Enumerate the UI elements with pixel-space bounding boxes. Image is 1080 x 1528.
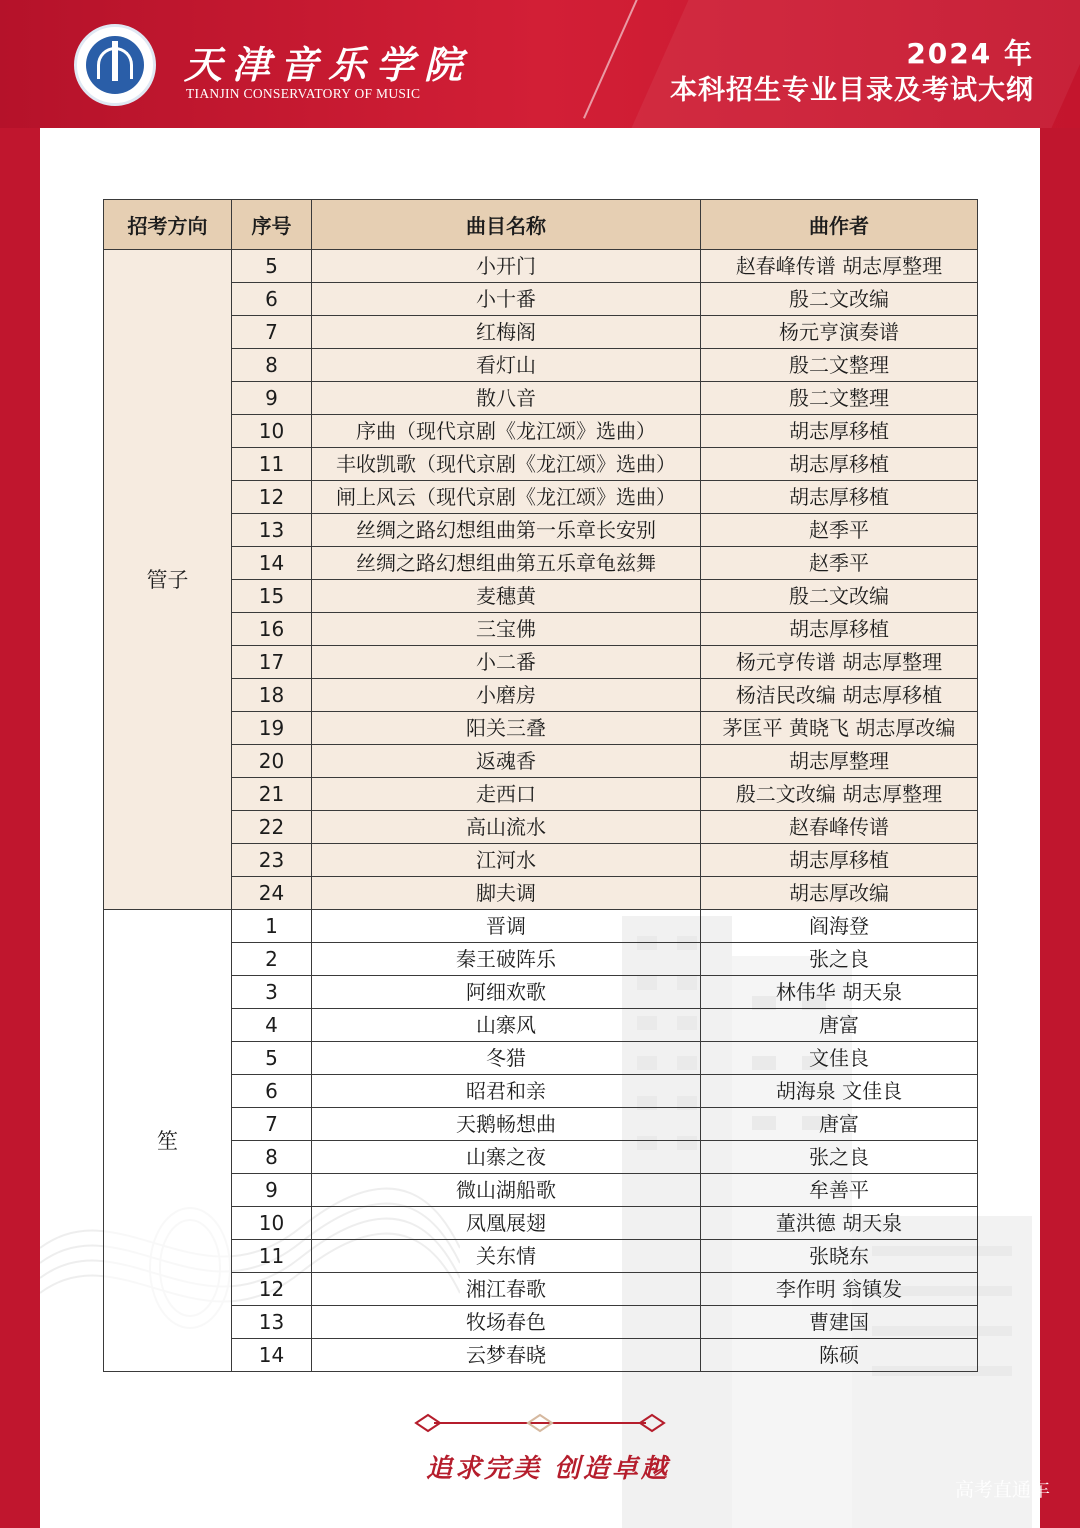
piece-cell: 江河水 — [312, 844, 701, 877]
composer-cell: 赵季平 — [701, 547, 978, 580]
table-row — [104, 712, 978, 745]
number-cell: 13 — [232, 514, 312, 547]
year-label: 2024 年 — [906, 37, 1034, 70]
number-cell: 12 — [232, 1273, 312, 1306]
table-row — [104, 547, 978, 580]
piece-cell: 返魂香 — [312, 745, 701, 778]
slogan: 追求完美 创造卓越 — [426, 1454, 671, 1484]
number-cell: 15 — [232, 580, 312, 613]
header-banner — [0, 0, 1080, 128]
number-cell: 7 — [232, 316, 312, 349]
composer-cell: 殷二文整理 — [701, 349, 978, 382]
composer-cell: 胡志厚整理 — [701, 745, 978, 778]
table-row — [104, 646, 978, 679]
header-piece: 曲目名称 — [312, 200, 701, 250]
composer-cell: 唐富 — [701, 1009, 978, 1042]
piece-cell: 小磨房 — [312, 679, 701, 712]
number-cell: 22 — [232, 811, 312, 844]
number-cell: 5 — [232, 250, 312, 283]
table-row — [104, 382, 978, 415]
piece-cell: 山寨风 — [312, 1009, 701, 1042]
table-row — [104, 778, 978, 811]
number-cell: 4 — [232, 1009, 312, 1042]
composer-cell: 赵季平 — [701, 514, 978, 547]
table-row — [104, 448, 978, 481]
table-row — [104, 1108, 978, 1141]
source-watermark: 高考直通车 — [954, 1479, 1050, 1501]
number-cell: 13 — [232, 1306, 312, 1339]
number-cell: 6 — [232, 1075, 312, 1108]
piece-cell: 丝绸之路幻想组曲第五乐章龟兹舞 — [312, 547, 701, 580]
header-direction: 招考方向 — [104, 200, 232, 250]
piece-cell: 脚夫调 — [312, 877, 701, 910]
piece-cell: 湘江春歌 — [312, 1273, 701, 1306]
composer-cell: 曹建国 — [701, 1306, 978, 1339]
table-row — [104, 580, 978, 613]
piece-cell: 昭君和亲 — [312, 1075, 701, 1108]
number-cell: 14 — [232, 547, 312, 580]
composer-cell: 殷二文整理 — [701, 382, 978, 415]
number-cell: 18 — [232, 679, 312, 712]
composer-cell: 杨元亨传谱 胡志厚整理 — [701, 646, 978, 679]
table-row — [104, 1141, 978, 1174]
piece-cell: 小开门 — [312, 250, 701, 283]
piece-cell: 麦穗黄 — [312, 580, 701, 613]
number-cell: 9 — [232, 1174, 312, 1207]
ornament-divider-icon — [414, 1411, 666, 1435]
table-row — [104, 1207, 978, 1240]
direction-cell: 笙 — [104, 910, 232, 1372]
table-row — [104, 1306, 978, 1339]
piece-cell: 散八音 — [312, 382, 701, 415]
banner-divider — [583, 0, 642, 119]
number-cell: 24 — [232, 877, 312, 910]
piece-cell: 红梅阁 — [312, 316, 701, 349]
table-row — [104, 613, 978, 646]
table-row — [104, 1009, 978, 1042]
piece-cell: 序曲（现代京剧《龙江颂》选曲） — [312, 415, 701, 448]
table-row — [104, 976, 978, 1009]
document-title: 本科招生专业目录及考试大纲 — [670, 75, 1034, 106]
composer-cell: 李作明 翁镇发 — [701, 1273, 978, 1306]
number-cell: 3 — [232, 976, 312, 1009]
number-cell: 20 — [232, 745, 312, 778]
table-row — [104, 481, 978, 514]
number-cell: 8 — [232, 349, 312, 382]
piece-cell: 阿细欢歌 — [312, 976, 701, 1009]
piece-cell: 山寨之夜 — [312, 1141, 701, 1174]
composer-cell: 胡志厚移植 — [701, 613, 978, 646]
composer-cell: 阎海登 — [701, 910, 978, 943]
school-logo-icon — [74, 24, 156, 106]
number-cell: 8 — [232, 1141, 312, 1174]
repertoire-table — [103, 199, 978, 1372]
composer-cell: 茅匡平 黄晓飞 胡志厚改编 — [701, 712, 978, 745]
composer-cell: 殷二文改编 — [701, 580, 978, 613]
composer-cell: 张之良 — [701, 1141, 978, 1174]
table-row — [104, 1042, 978, 1075]
number-cell: 11 — [232, 1240, 312, 1273]
number-cell: 17 — [232, 646, 312, 679]
piece-cell: 冬猎 — [312, 1042, 701, 1075]
composer-cell: 杨元亨演奏谱 — [701, 316, 978, 349]
header-number: 序号 — [232, 200, 312, 250]
number-cell: 10 — [232, 1207, 312, 1240]
table-row — [104, 1339, 978, 1372]
composer-cell: 胡志厚改编 — [701, 877, 978, 910]
composer-cell: 杨洁民改编 胡志厚移植 — [701, 679, 978, 712]
piece-cell: 云梦春晓 — [312, 1339, 701, 1372]
school-name-cn: 天津音乐学院 — [184, 42, 473, 87]
composer-cell: 胡志厚移植 — [701, 481, 978, 514]
composer-cell: 胡志厚移植 — [701, 415, 978, 448]
piece-cell: 微山湖船歌 — [312, 1174, 701, 1207]
piece-cell: 看灯山 — [312, 349, 701, 382]
table-row — [104, 877, 978, 910]
table-row — [104, 1075, 978, 1108]
number-cell: 21 — [232, 778, 312, 811]
number-cell: 12 — [232, 481, 312, 514]
piece-cell: 三宝佛 — [312, 613, 701, 646]
table-row — [104, 514, 978, 547]
direction-cell: 管子 — [104, 250, 232, 910]
number-cell: 23 — [232, 844, 312, 877]
number-cell: 5 — [232, 1042, 312, 1075]
table-row — [104, 1273, 978, 1306]
composer-cell: 殷二文改编 胡志厚整理 — [701, 778, 978, 811]
number-cell: 14 — [232, 1339, 312, 1372]
composer-cell: 张晓东 — [701, 1240, 978, 1273]
piece-cell: 丰收凯歌（现代京剧《龙江颂》选曲） — [312, 448, 701, 481]
table-row — [104, 349, 978, 382]
header-composer: 曲作者 — [701, 200, 978, 250]
school-name-en: TIANJIN CONSERVATORY OF MUSIC — [186, 86, 421, 101]
composer-cell: 张之良 — [701, 943, 978, 976]
table-row — [104, 745, 978, 778]
piece-cell: 凤凰展翅 — [312, 1207, 701, 1240]
number-cell: 6 — [232, 283, 312, 316]
number-cell: 7 — [232, 1108, 312, 1141]
number-cell: 10 — [232, 415, 312, 448]
table-row — [104, 811, 978, 844]
piece-cell: 天鹅畅想曲 — [312, 1108, 701, 1141]
piece-cell: 牧场春色 — [312, 1306, 701, 1339]
table-header-row — [104, 200, 978, 250]
composer-cell: 唐富 — [701, 1108, 978, 1141]
composer-cell: 赵春峰传谱 胡志厚整理 — [701, 250, 978, 283]
piece-cell: 小十番 — [312, 283, 701, 316]
composer-cell: 胡海泉 文佳良 — [701, 1075, 978, 1108]
composer-cell: 胡志厚移植 — [701, 844, 978, 877]
table-row — [104, 943, 978, 976]
piece-cell: 丝绸之路幻想组曲第一乐章长安别 — [312, 514, 701, 547]
number-cell: 9 — [232, 382, 312, 415]
composer-cell: 文佳良 — [701, 1042, 978, 1075]
table-row — [104, 283, 978, 316]
table-row — [104, 1174, 978, 1207]
composer-cell: 殷二文改编 — [701, 283, 978, 316]
composer-cell: 赵春峰传谱 — [701, 811, 978, 844]
number-cell: 11 — [232, 448, 312, 481]
table-row — [104, 679, 978, 712]
piece-cell: 高山流水 — [312, 811, 701, 844]
number-cell: 19 — [232, 712, 312, 745]
table-row — [104, 316, 978, 349]
piece-cell: 走西口 — [312, 778, 701, 811]
composer-cell: 胡志厚移植 — [701, 448, 978, 481]
composer-cell: 林伟华 胡天泉 — [701, 976, 978, 1009]
piece-cell: 秦王破阵乐 — [312, 943, 701, 976]
piece-cell: 关东情 — [312, 1240, 701, 1273]
number-cell: 1 — [232, 910, 312, 943]
table-row — [104, 250, 978, 283]
number-cell: 2 — [232, 943, 312, 976]
piece-cell: 晋调 — [312, 910, 701, 943]
number-cell: 16 — [232, 613, 312, 646]
table-body — [104, 250, 978, 1372]
piece-cell: 闸上风云（现代京剧《龙江颂》选曲） — [312, 481, 701, 514]
composer-cell: 牟善平 — [701, 1174, 978, 1207]
table-row — [104, 910, 978, 943]
page-sheet — [40, 128, 1040, 1528]
piece-cell: 阳关三叠 — [312, 712, 701, 745]
piece-cell: 小二番 — [312, 646, 701, 679]
composer-cell: 董洪德 胡天泉 — [701, 1207, 978, 1240]
composer-cell: 陈硕 — [701, 1339, 978, 1372]
table-row — [104, 415, 978, 448]
table-row — [104, 1240, 978, 1273]
table-row — [104, 844, 978, 877]
